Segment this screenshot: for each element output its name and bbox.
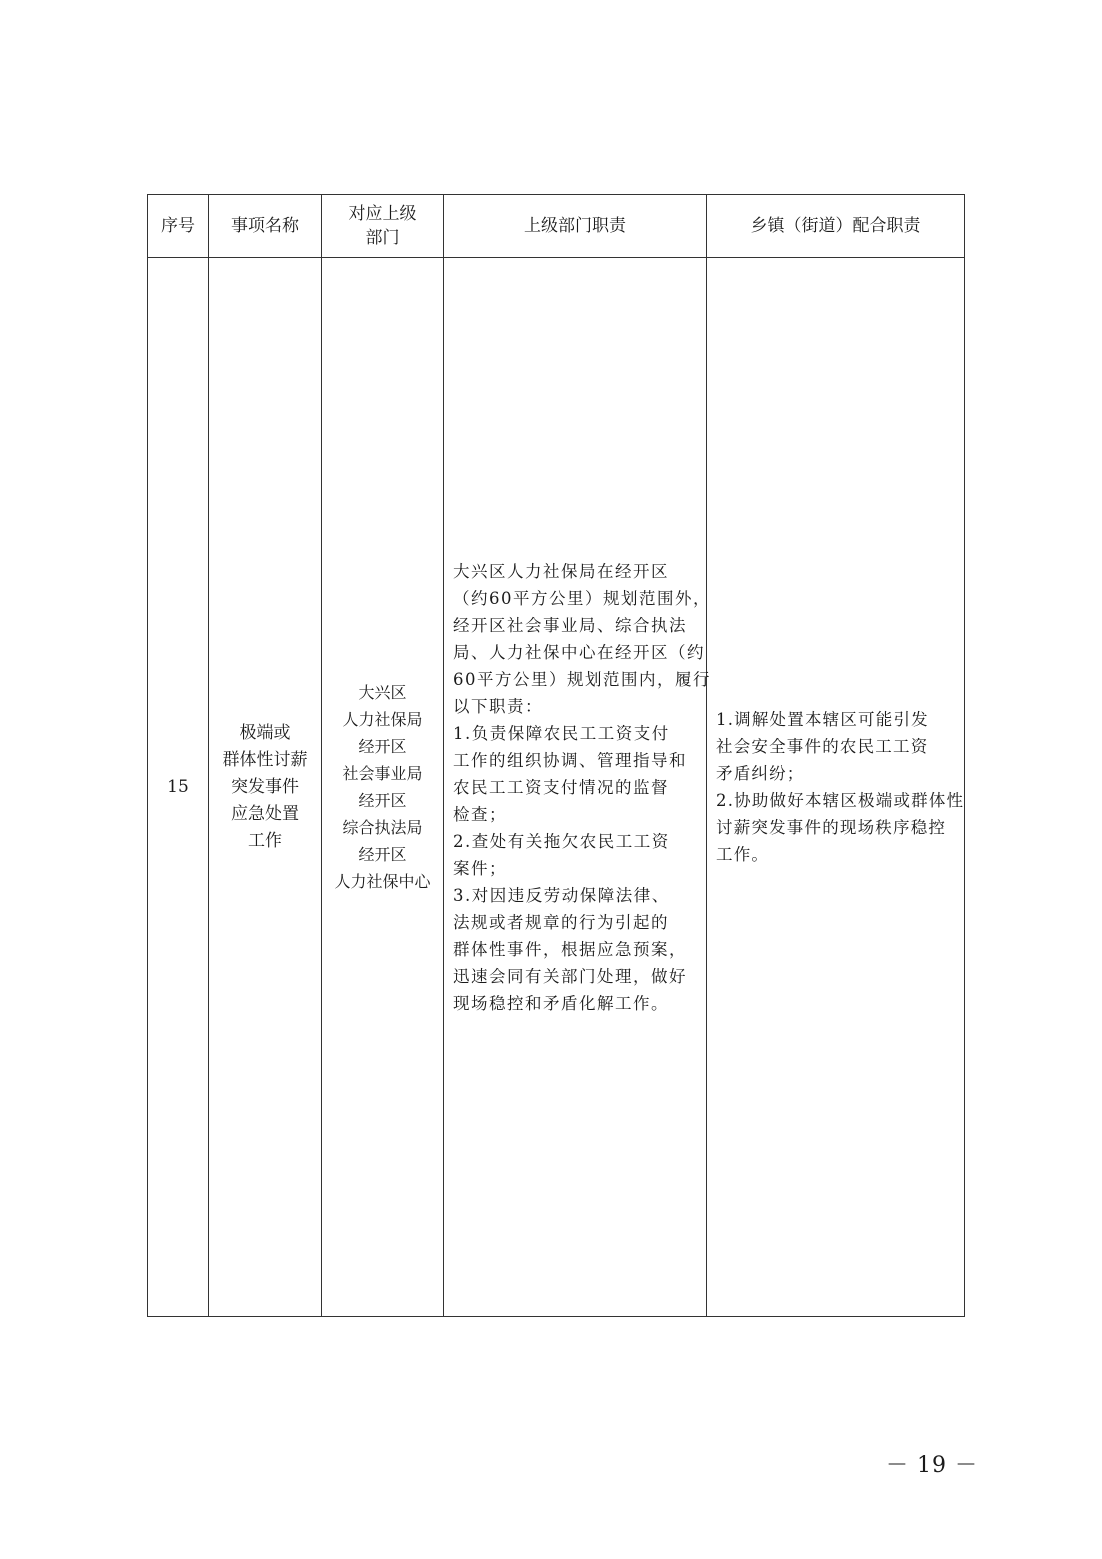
duty-table xyxy=(147,194,965,1317)
header-seq: 序号 xyxy=(148,195,209,258)
cell-town-duty: 1.调解处置本辖区可能引发 社会安全事件的农民工工资 矛盾纠纷； 2.协助做好本辖区极端或群体性 讨薪突发事件的现场秩序稳控 工作。 xyxy=(707,258,965,1317)
header-item-name: 事项名称 xyxy=(209,195,322,258)
cell-item-name: 极端或 群体性讨薪 突发事件 应急处置 工作 xyxy=(209,258,322,1317)
header-superior-dept: 对应上级 部门 xyxy=(322,195,444,258)
cell-superior-dept: 大兴区 人力社保局 经开区 社会事业局 经开区 综合执法局 经开区 人力社保中心 xyxy=(322,258,444,1317)
table-row xyxy=(148,258,965,1317)
cell-superior-duty: 大兴区人力社保局在经开区 （约60平方公里）规划范围外， 经开区社会事业局、综合执法 局、人力社保中心在经开区（约 60平方公里）规划范围内，履行 以下职责： 1.负责保障农民工工资支付 工作的组织协调、管理指导和 农民工工资支付情况的监督 检查； 2.查处有关拖欠农民工工资 案件； 3.对因违反劳动保障法律、 法规或者规章的行为引起的 群体性事件，根据应急预案， 迅速会同有关部门处理，做好 现场稳控和矛盾化解工作。 xyxy=(444,258,707,1317)
table-header-row xyxy=(148,195,965,258)
header-town-duty: 乡镇（街道）配合职责 xyxy=(707,195,965,258)
header-superior-duty: 上级部门职责 xyxy=(444,195,707,258)
cell-seq: 15 xyxy=(148,258,209,1317)
page-number: － 19 － xyxy=(886,1453,978,1478)
